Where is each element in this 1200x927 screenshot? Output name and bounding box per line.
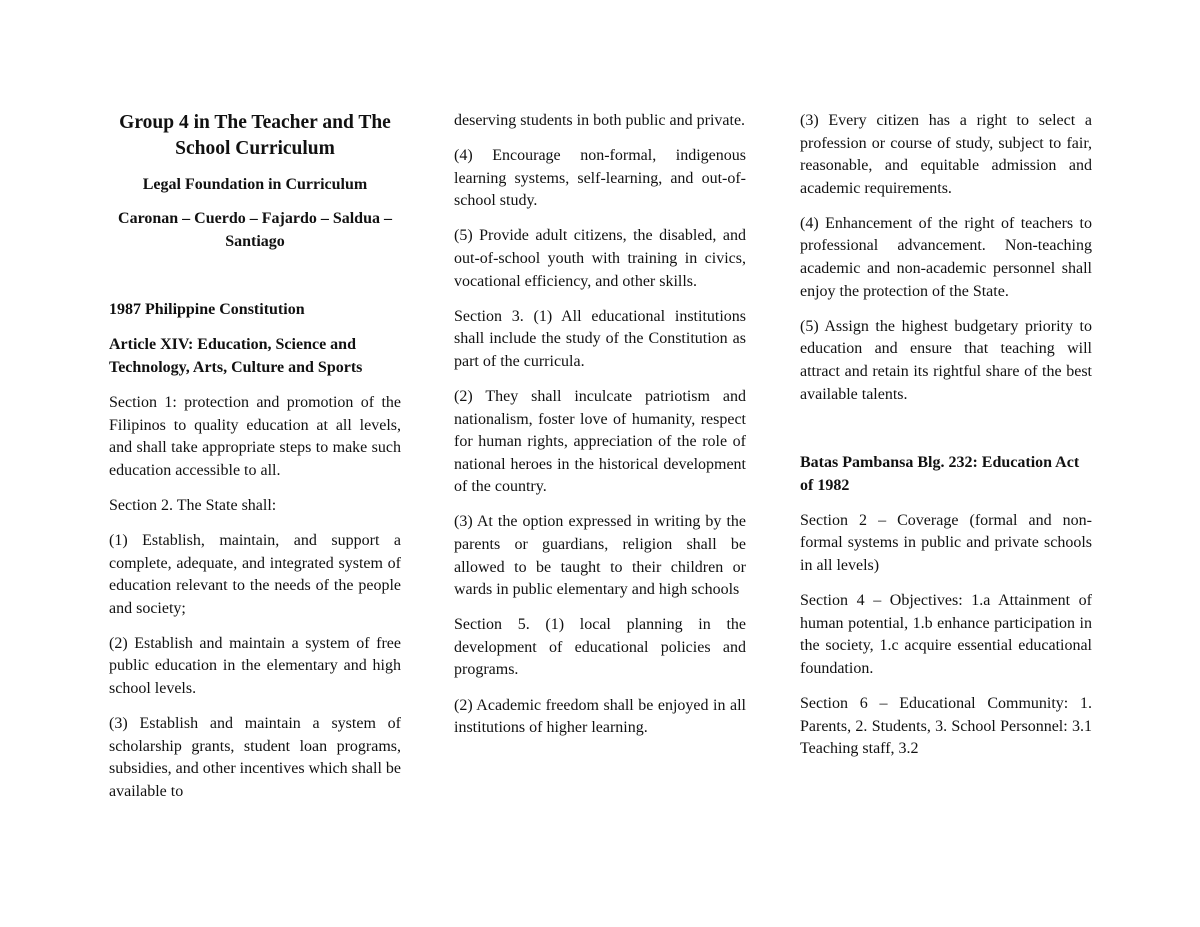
paragraph-bp-section-4: Section 4 – Objectives: 1.a Attainment of human potential, 1.b enhance participation in the society, 1.c acquire essential educational foundation. bbox=[800, 592, 1092, 677]
paragraph-section-3-item-2: (2) They shall inculcate patriotism and nationalism, foster love of humanity, respect for human rights, appreciation of the role of national heroes in the historical development of the country. bbox=[454, 387, 746, 496]
paragraph-section-5: Section 5. (1) local planning in the development of educational policies and programs. bbox=[454, 616, 746, 679]
heading-article-xiv: Article XIV: Education, Science and Technology, Arts, Culture and Sports bbox=[109, 336, 363, 376]
paragraph-section-3: Section 3. (1) All educational institutions shall include the study of the Constitution as part of the curricula. bbox=[454, 307, 746, 370]
heading-batas-pambansa: Batas Pambansa Blg. 232: Education Act of 1982 bbox=[800, 454, 1080, 494]
paragraph-item-3-continued: deserving students in both public and private. bbox=[454, 112, 746, 129]
paragraph-section-5-item-5: (5) Assign the highest budgetary priority to education and ensure that teaching will attract and retain its rightful share of the best available talents. bbox=[800, 317, 1092, 403]
document-title: Group 4 in The Teacher and The School Curriculum bbox=[119, 112, 391, 159]
paragraph-section-3-item-3: (3) At the option expressed in writing by the parents or guardians, religion shall be allowed to be taught to their children or wards in public elementary and high schools bbox=[454, 513, 746, 599]
column-2 bbox=[454, 110, 746, 752]
paragraph-item-5: (5) Provide adult citizens, the disabled, and out-of-school youth with training in civics, vocational efficiency, and other skills. bbox=[454, 227, 746, 290]
paragraph-section-1: Section 1: protection and promotion of the Filipinos to quality education at all levels, and shall take appropriate steps to make such education accessible to all. bbox=[109, 393, 401, 479]
document-authors: Caronan – Cuerdo – Fajardo – Saldua – Santiago bbox=[118, 210, 392, 250]
paragraph-bp-section-6: Section 6 – Educational Community: 1. Parents, 2. Students, 3. School Personnel: 3.1 Teaching staff, 3.2 bbox=[800, 694, 1092, 758]
paragraph-section-2: Section 2. The State shall: bbox=[109, 496, 277, 514]
paragraph-item-3: (3) Establish and maintain a system of scholarship grants, student loan programs, subsidies, and other incentives which shall be available to bbox=[109, 715, 401, 800]
paragraph-item-4: (4) Encourage non-formal, indigenous learning systems, self-learning, and out-of-school study. bbox=[454, 147, 746, 210]
paragraph-section-5-item-3: (3) Every citizen has a right to select a profession or course of study, subject to fair, reasonable, and equitable admission and academic requirements. bbox=[800, 112, 1092, 197]
document-subtitle: Legal Foundation in Curriculum bbox=[142, 176, 368, 193]
heading-constitution: 1987 Philippine Constitution bbox=[109, 301, 305, 319]
column-3 bbox=[800, 110, 1092, 773]
paragraph-section-5-item-4: (4) Enhancement of the right of teachers to professional advancement. Non-teaching academic and non-academic personnel shall enjoy the protection of the State. bbox=[800, 214, 1092, 300]
paragraph-item-1: (1) Establish, maintain, and support a complete, adequate, and integrated system of education relevant to the needs of the people and society; bbox=[109, 531, 401, 617]
paragraph-item-2: (2) Establish and maintain a system of free public education in the elementary and high school levels. bbox=[109, 634, 401, 697]
paragraph-section-5-item-2: (2) Academic freedom shall be enjoyed in all institutions of higher learning. bbox=[454, 696, 746, 737]
column-1 bbox=[109, 110, 401, 816]
paragraph-bp-section-2: Section 2 – Coverage (formal and non-formal systems in public and private schools in all levels) bbox=[800, 511, 1092, 574]
